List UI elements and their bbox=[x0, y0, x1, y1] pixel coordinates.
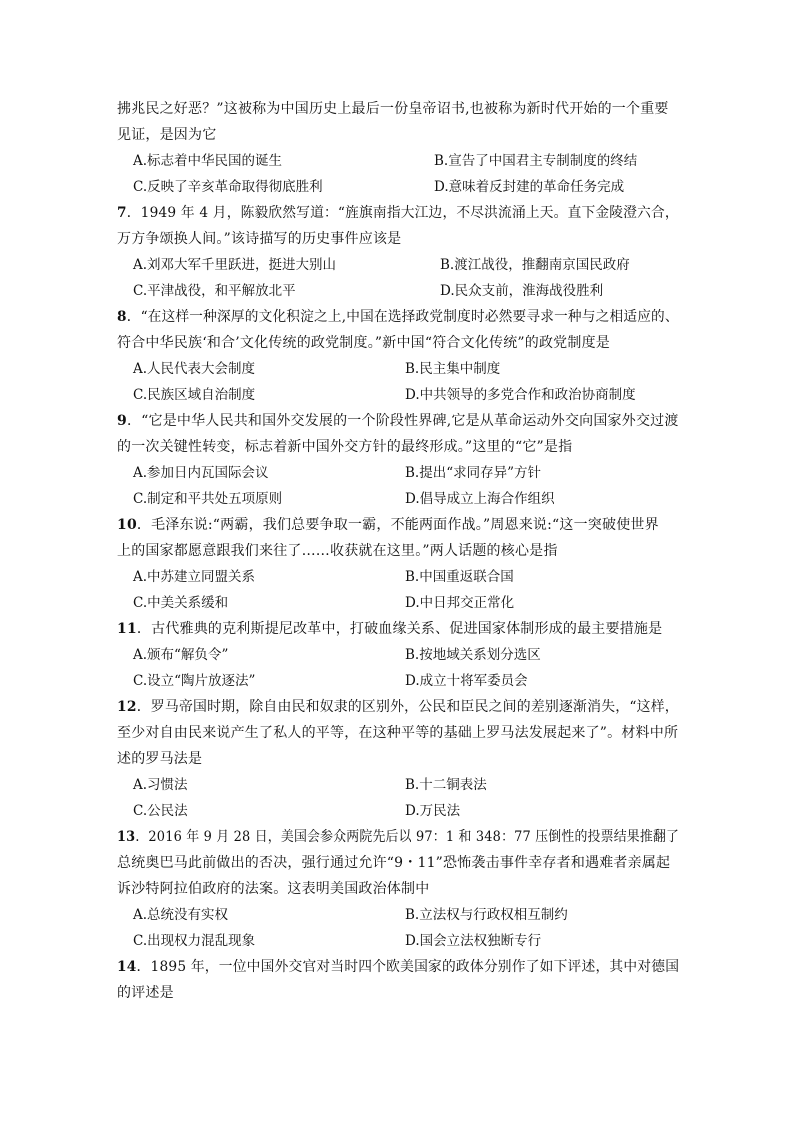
question-number: 12 bbox=[117, 699, 137, 715]
question-text-line: ．“在这样一种深厚的文化积淀之上,中国在选择政党制度时必然要寻求一种与之相适应的、 bbox=[126, 309, 679, 325]
option-b: B.十二铜表法 bbox=[405, 777, 487, 793]
option-a: A.标志着中华民国的诞生 bbox=[133, 153, 283, 169]
option-c: C.设立“陶片放逐法” bbox=[133, 673, 256, 689]
option-d: D.成立十将军委员会 bbox=[405, 673, 528, 689]
option-d: D.中日邦交正常化 bbox=[405, 595, 515, 611]
question-number: 8 bbox=[117, 309, 127, 325]
question-text-line: ．古代雅典的克利斯提尼改革中，打破血缘关系、促进国家体制形成的最主要措施是 bbox=[136, 621, 663, 637]
question-text-line: ．1895 年，一位中国外交官对当时四个欧美国家的政体分别作了如下评述，其中对德国 bbox=[136, 959, 680, 975]
option-c: C.出现权力混乱现象 bbox=[133, 933, 256, 949]
option-d: D.万民法 bbox=[405, 803, 461, 819]
question-text-line: 见证，是因为它 bbox=[117, 127, 217, 143]
option-c: C.制定和平共处五项原则 bbox=[133, 491, 283, 507]
question-text-line: 符合中华民族‘和合’文化传统的政党制度。”新中国“符合文化传统”的政党制度是 bbox=[117, 335, 610, 351]
question-number: 11 bbox=[117, 621, 137, 637]
question-number: 9 bbox=[117, 413, 127, 429]
option-b: B.按地域关系划分选区 bbox=[405, 647, 541, 663]
question-text-line: ．罗马帝国时期，除自由民和奴隶的区别外，公民和臣民之间的差别逐渐消失，“这样， bbox=[136, 699, 679, 715]
question-8 bbox=[117, 307, 679, 327]
question-text-line: 总统奥巴马此前做出的否决，强行通过允许“9・11”恐怖袭击事件幸存者和遇难者亲属起 bbox=[117, 855, 671, 871]
question-text-line: 的评述是 bbox=[117, 985, 174, 1001]
question-number: 13 bbox=[117, 829, 136, 845]
question-text-line: ．毛泽东说:“两霸，我们总要争取一霸，不能两面作战。”周恩来说:“这一突破使世界 bbox=[136, 517, 659, 533]
option-a: A.习惯法 bbox=[133, 777, 188, 793]
question-number: 7 bbox=[117, 205, 127, 221]
question-number: 14 bbox=[117, 959, 137, 975]
option-a: A.参加日内瓦国际会议 bbox=[133, 465, 269, 481]
option-d: D.倡导成立上海合作组织 bbox=[405, 491, 555, 507]
question-text-line: 上的国家都愿意跟我们来往了……收获就在这里。”两人话题的核心是指 bbox=[117, 543, 558, 559]
option-a: A.中苏建立同盟关系 bbox=[133, 569, 256, 585]
question-13 bbox=[117, 827, 680, 847]
question-11 bbox=[117, 619, 679, 639]
option-d: D.国会立法权独断专行 bbox=[405, 933, 542, 949]
question-text-line: 诉沙特阿拉伯政府的法案。这表明美国政治体制中 bbox=[117, 881, 430, 897]
question-text-line: ．1949 年 4 月，陈毅欣然写道：“旌旗南指大江边，不尽洪流涌上天。直下金陵澄六合， bbox=[126, 205, 679, 221]
option-d: D.中共领导的多党合作和政治协商制度 bbox=[405, 387, 636, 403]
option-d: D.民众支前，淮海战役胜利 bbox=[440, 283, 604, 299]
question-text-line: 的一次关键性转变，标志着新中国外交方针的最终形成。”这里的“它”是指 bbox=[117, 439, 573, 455]
question-text-line: 述的罗马法是 bbox=[117, 751, 203, 767]
option-b: B.提出“求同存异”方针 bbox=[405, 465, 542, 481]
question-text-line: ．2016 年 9 月 28 日，美国会参众两院先后以 97：1 和 348：77 压倒性的投票结果推翻了 bbox=[135, 829, 680, 845]
option-c: C.平津战役，和平解放北平 bbox=[133, 283, 296, 299]
option-b: B.中国重返联合国 bbox=[405, 569, 514, 585]
option-c: C.民族区域自治制度 bbox=[133, 387, 256, 403]
question-9 bbox=[117, 411, 679, 431]
question-text-line: 至少对自由民来说产生了私人的平等，在这种平等的基础上罗马法发展起来了”。材料中所 bbox=[117, 725, 679, 741]
question-text-line: ．“它是中华人民共和国外交发展的一个阶段性界碑,它是从革命运动外交向国家外交过渡 bbox=[126, 413, 679, 429]
option-c: C.中美关系缓和 bbox=[133, 595, 229, 611]
question-text-line: 拂兆民之好恶？”这被称为中国历史上最后一份皇帝诏书,也被称为新时代开始的一个重要 bbox=[117, 101, 669, 117]
question-number: 10 bbox=[117, 517, 137, 533]
option-d: D.意味着反封建的革命任务完成 bbox=[434, 179, 625, 195]
option-b: B.立法权与行政权相互制约 bbox=[405, 907, 568, 923]
question-10 bbox=[117, 515, 679, 535]
question-14 bbox=[117, 957, 680, 977]
option-a: A.人民代表大会制度 bbox=[133, 361, 256, 377]
question-text-line: 万方争颂换人间。”该诗描写的历史事件应该是 bbox=[117, 231, 402, 247]
question-12 bbox=[117, 697, 679, 717]
option-c: C.反映了辛亥革命取得彻底胜利 bbox=[133, 179, 323, 195]
option-b: B.渡江战役，推翻南京国民政府 bbox=[440, 257, 630, 273]
option-c: C.公民法 bbox=[133, 803, 188, 819]
option-b: B.民主集中制度 bbox=[405, 361, 501, 377]
option-a: A.颁布“解负令” bbox=[133, 647, 229, 663]
option-a: A.总统没有实权 bbox=[133, 907, 229, 923]
question-7 bbox=[117, 203, 679, 223]
option-b: B.宣告了中国君主专制制度的终结 bbox=[434, 153, 638, 169]
option-a: A.刘邓大军千里跃进，挺进大别山 bbox=[133, 257, 337, 273]
